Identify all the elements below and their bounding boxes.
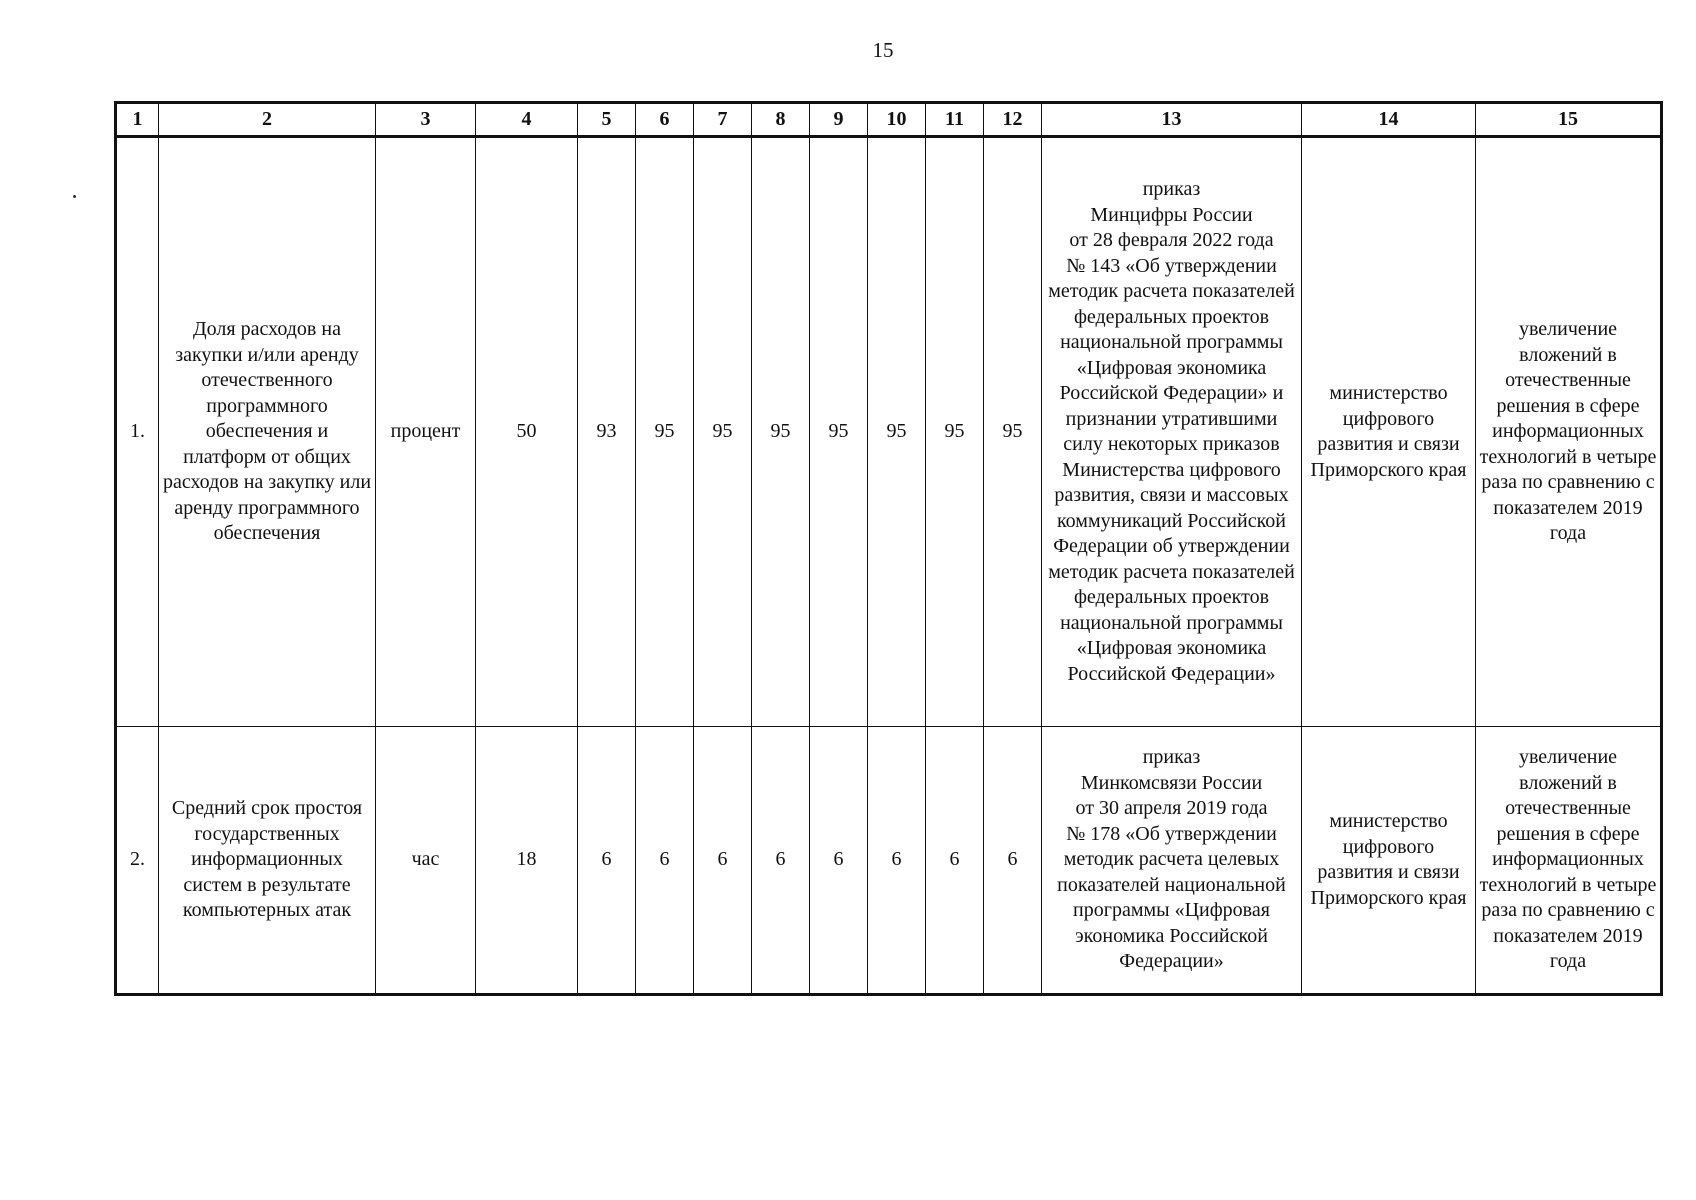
header-cell: 15 (1476, 103, 1662, 137)
indicator-name: Средний срок простоя государственных информационных систем в результате компьютерных атак (159, 727, 376, 995)
value-cell: 95 (984, 137, 1042, 727)
header-cell: 5 (578, 103, 636, 137)
value-cell: 6 (694, 727, 752, 995)
page-number: 15 (872, 38, 894, 62)
header-cell: 1 (116, 103, 159, 137)
value-cell: 93 (578, 137, 636, 727)
value-cell: 95 (810, 137, 868, 727)
responsible-cell: министерство цифрового развития и связи Приморского края (1302, 727, 1476, 995)
header-cell: 13 (1042, 103, 1302, 137)
unit-cell: час (376, 727, 476, 995)
value-cell: 95 (694, 137, 752, 727)
indicator-name: Доля расходов на закупки и/или аренду отечественного программного обеспечения и платформ от общих расходов на закупку или аренду программного обеспечения (159, 137, 376, 727)
value-cell: 6 (752, 727, 810, 995)
header-cell: 8 (752, 103, 810, 137)
table-row (116, 727, 1662, 995)
scan-speck (73, 195, 76, 198)
value-cell: 95 (636, 137, 694, 727)
header-cell: 2 (159, 103, 376, 137)
header-cell: 3 (376, 103, 476, 137)
row-number: 1. (116, 137, 159, 727)
value-cell: 6 (868, 727, 926, 995)
header-cell: 11 (926, 103, 984, 137)
effect-cell: увеличение вложений в отечественные решения в сфере информационных технологий в четыре раза по сравнению с показателем 2019 года (1476, 727, 1662, 995)
value-cell: 95 (868, 137, 926, 727)
document-cell: приказ Минкомсвязи России от 30 апреля 2019 года № 178 «Об утверждении методик расчета целевых показателей национальной программы «Цифровая экономика Российской Федерации» (1042, 727, 1302, 995)
header-cell: 12 (984, 103, 1042, 137)
value-cell: 95 (926, 137, 984, 727)
header-cell: 10 (868, 103, 926, 137)
value-cell: 6 (578, 727, 636, 995)
value-cell: 6 (984, 727, 1042, 995)
table-row (116, 137, 1662, 727)
header-row (116, 103, 1662, 137)
base-value: 18 (476, 727, 578, 995)
header-cell: 14 (1302, 103, 1476, 137)
header-cell: 9 (810, 103, 868, 137)
header-cell: 7 (694, 103, 752, 137)
value-cell: 6 (636, 727, 694, 995)
document-cell: приказ Минцифры России от 28 февраля 2022 года № 143 «Об утверждении методик расчета показателей федеральных проектов национальной программы «Цифровая экономика Российской Федерации» и признании утратившими силу некоторых приказов Министерства цифрового развития, связи и массовых коммуникаций Российской Федерации об утверждении методик расчета показателей федеральных проектов национальной программы «Цифровая экономика Российской Федерации» (1042, 137, 1302, 727)
effect-cell: увеличение вложений в отечественные решения в сфере информационных технологий в четыре раза по сравнению с показателем 2019 года (1476, 137, 1662, 727)
header-cell: 4 (476, 103, 578, 137)
value-cell: 6 (810, 727, 868, 995)
value-cell: 6 (926, 727, 984, 995)
header-cell: 6 (636, 103, 694, 137)
row-number: 2. (116, 727, 159, 995)
unit-cell: процент (376, 137, 476, 727)
responsible-cell: министерство цифрового развития и связи Приморского края (1302, 137, 1476, 727)
value-cell: 95 (752, 137, 810, 727)
base-value: 50 (476, 137, 578, 727)
indicators-table (114, 101, 1663, 996)
